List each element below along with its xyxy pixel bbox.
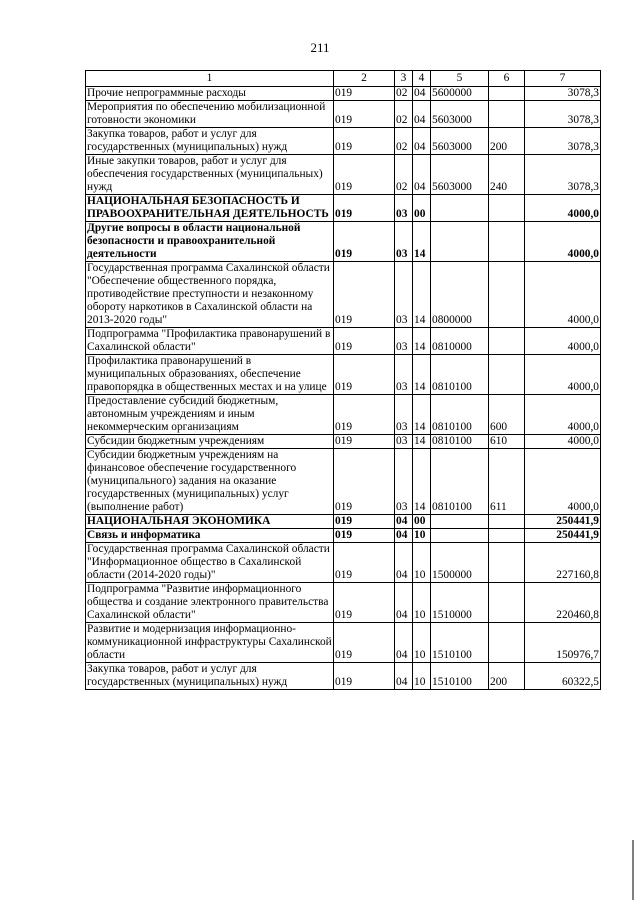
row-target-article-cell: 1500000 (431, 543, 489, 583)
row-section-code-cell: 04 (395, 583, 413, 623)
row-target-article-cell: 5603000 (431, 101, 489, 128)
row-expense-type-cell: 600 (489, 395, 525, 435)
budget-table (85, 70, 601, 690)
table-row (86, 262, 601, 328)
row-name-cell: Связь и информатика (86, 529, 334, 543)
row-amount-cell: 4000,0 (525, 195, 601, 222)
row-subsection-code-cell: 04 (413, 128, 431, 155)
table-row (86, 87, 601, 101)
header-cell: 7 (525, 71, 601, 87)
row-ministry-code-cell: 019 (334, 515, 395, 529)
row-subsection-code-cell: 10 (413, 529, 431, 543)
row-section-code-cell: 02 (395, 155, 413, 195)
row-target-article-cell (431, 529, 489, 543)
row-section-code-cell: 04 (395, 515, 413, 529)
row-section-code-cell: 04 (395, 529, 413, 543)
row-subsection-code-cell: 10 (413, 583, 431, 623)
row-ministry-code-cell: 019 (334, 128, 395, 155)
row-ministry-code-cell: 019 (334, 663, 395, 690)
row-section-code-cell: 03 (395, 195, 413, 222)
row-amount-cell: 4000,0 (525, 262, 601, 328)
row-expense-type-cell: 611 (489, 449, 525, 515)
row-target-article-cell: 0810100 (431, 449, 489, 515)
row-section-code-cell: 02 (395, 101, 413, 128)
row-amount-cell: 4000,0 (525, 449, 601, 515)
row-name-cell: Иные закупки товаров, работ и услуг для обеспечения государственных (муниципальных) нужд (86, 155, 334, 195)
row-amount-cell: 4000,0 (525, 435, 601, 449)
row-name-cell: Предоставление субсидий бюджетным, автономным учреждениям и иным некоммерческим организациям (86, 395, 334, 435)
table-row (86, 395, 601, 435)
row-target-article-cell: 0810100 (431, 355, 489, 395)
row-subsection-code-cell: 10 (413, 663, 431, 690)
row-amount-cell: 4000,0 (525, 222, 601, 262)
row-ministry-code-cell: 019 (334, 101, 395, 128)
row-subsection-code-cell: 10 (413, 543, 431, 583)
row-amount-cell: 250441,9 (525, 515, 601, 529)
row-amount-cell: 250441,9 (525, 529, 601, 543)
table-row (86, 435, 601, 449)
row-expense-type-cell (489, 328, 525, 355)
row-expense-type-cell (489, 623, 525, 663)
header-cell: 3 (395, 71, 413, 87)
row-name-cell: Подпрограмма "Развитие информационного общества и создание электронного правительства Сахалинской области" (86, 583, 334, 623)
row-ministry-code-cell: 019 (334, 87, 395, 101)
row-section-code-cell: 03 (395, 435, 413, 449)
row-target-article-cell: 5603000 (431, 128, 489, 155)
row-target-article-cell: 0810100 (431, 395, 489, 435)
row-name-cell: Закупка товаров, работ и услуг для государственных (муниципальных) нужд (86, 128, 334, 155)
row-subsection-code-cell: 00 (413, 515, 431, 529)
table-row (86, 355, 601, 395)
scan-edge-mark (632, 840, 634, 900)
row-expense-type-cell: 200 (489, 663, 525, 690)
table-row (86, 543, 601, 583)
row-amount-cell: 60322,5 (525, 663, 601, 690)
table-row (86, 328, 601, 355)
row-ministry-code-cell: 019 (334, 529, 395, 543)
row-target-article-cell: 1510100 (431, 623, 489, 663)
table-row (86, 529, 601, 543)
table-row (86, 128, 601, 155)
row-subsection-code-cell: 04 (413, 87, 431, 101)
row-expense-type-cell (489, 515, 525, 529)
row-section-code-cell: 03 (395, 222, 413, 262)
row-subsection-code-cell: 14 (413, 395, 431, 435)
table-row (86, 663, 601, 690)
row-name-cell: Подпрограмма "Профилактика правонарушений в Сахалинской области" (86, 328, 334, 355)
row-ministry-code-cell: 019 (334, 355, 395, 395)
row-section-code-cell: 02 (395, 128, 413, 155)
row-section-code-cell: 03 (395, 395, 413, 435)
row-target-article-cell (431, 515, 489, 529)
row-name-cell: Профилактика правонарушений в муниципальных образованиях, обеспечение правопорядка в общественных местах и на улице (86, 355, 334, 395)
row-subsection-code-cell: 00 (413, 195, 431, 222)
header-cell: 2 (334, 71, 395, 87)
page-number: 211 (310, 40, 330, 55)
header-cell: 1 (86, 71, 334, 87)
row-ministry-code-cell: 019 (334, 262, 395, 328)
row-amount-cell: 4000,0 (525, 355, 601, 395)
row-name-cell: НАЦИОНАЛЬНАЯ БЕЗОПАСНОСТЬ И ПРАВООХРАНИТЕЛЬНАЯ ДЕЯТЕЛЬНОСТЬ (86, 195, 334, 222)
row-expense-type-cell (489, 529, 525, 543)
row-target-article-cell: 5603000 (431, 155, 489, 195)
row-expense-type-cell (489, 262, 525, 328)
table-row (86, 195, 601, 222)
row-name-cell: Государственная программа Сахалинской области "Обеспечение общественного порядка, противодействие преступности и незаконному обороту наркотиков в Сахалинской области на 2013-2020 годы" (86, 262, 334, 328)
row-target-article-cell: 0800000 (431, 262, 489, 328)
row-section-code-cell: 02 (395, 87, 413, 101)
row-ministry-code-cell: 019 (334, 222, 395, 262)
row-expense-type-cell: 200 (489, 128, 525, 155)
table-row (86, 449, 601, 515)
row-ministry-code-cell: 019 (334, 328, 395, 355)
row-amount-cell: 3078,3 (525, 101, 601, 128)
header-cell: 4 (413, 71, 431, 87)
row-expense-type-cell (489, 87, 525, 101)
row-section-code-cell: 03 (395, 328, 413, 355)
row-amount-cell: 220460,8 (525, 583, 601, 623)
row-subsection-code-cell: 14 (413, 262, 431, 328)
table-row (86, 222, 601, 262)
row-ministry-code-cell: 019 (334, 155, 395, 195)
row-target-article-cell: 5600000 (431, 87, 489, 101)
row-name-cell: Субсидии бюджетным учреждениям (86, 435, 334, 449)
row-expense-type-cell: 610 (489, 435, 525, 449)
row-target-article-cell (431, 222, 489, 262)
row-section-code-cell: 04 (395, 543, 413, 583)
row-section-code-cell: 03 (395, 355, 413, 395)
row-section-code-cell: 04 (395, 663, 413, 690)
row-subsection-code-cell: 14 (413, 222, 431, 262)
row-section-code-cell: 04 (395, 623, 413, 663)
row-amount-cell: 150976,7 (525, 623, 601, 663)
row-subsection-code-cell: 10 (413, 623, 431, 663)
table-row (86, 155, 601, 195)
row-expense-type-cell (489, 195, 525, 222)
row-amount-cell: 3078,3 (525, 128, 601, 155)
row-name-cell: Мероприятия по обеспечению мобилизационной готовности экономики (86, 101, 334, 128)
row-target-article-cell: 1510100 (431, 663, 489, 690)
row-subsection-code-cell: 14 (413, 355, 431, 395)
row-subsection-code-cell: 14 (413, 328, 431, 355)
row-ministry-code-cell: 019 (334, 543, 395, 583)
row-section-code-cell: 03 (395, 262, 413, 328)
table-row (86, 583, 601, 623)
row-name-cell: НАЦИОНАЛЬНАЯ ЭКОНОМИКА (86, 515, 334, 529)
row-target-article-cell: 0810000 (431, 328, 489, 355)
row-amount-cell: 3078,3 (525, 155, 601, 195)
row-name-cell: Закупка товаров, работ и услуг для государственных (муниципальных) нужд (86, 663, 334, 690)
row-subsection-code-cell: 04 (413, 155, 431, 195)
row-amount-cell: 227160,8 (525, 543, 601, 583)
row-amount-cell: 4000,0 (525, 395, 601, 435)
row-ministry-code-cell: 019 (334, 395, 395, 435)
row-section-code-cell: 03 (395, 449, 413, 515)
row-target-article-cell: 1510000 (431, 583, 489, 623)
table-row (86, 101, 601, 128)
row-expense-type-cell (489, 101, 525, 128)
header-cell: 5 (431, 71, 489, 87)
row-expense-type-cell (489, 222, 525, 262)
row-ministry-code-cell: 019 (334, 583, 395, 623)
table-row (86, 515, 601, 529)
row-name-cell: Субсидии бюджетным учреждениям на финансовое обеспечение государственного (муниципального) задания на оказание государственных (муниципальных) услуг (выполнение работ) (86, 449, 334, 515)
row-ministry-code-cell: 019 (334, 449, 395, 515)
row-subsection-code-cell: 14 (413, 435, 431, 449)
row-target-article-cell: 0810100 (431, 435, 489, 449)
row-target-article-cell (431, 195, 489, 222)
row-ministry-code-cell: 019 (334, 195, 395, 222)
row-name-cell: Государственная программа Сахалинской области "Информационное общество в Сахалинской области (2014-2020 годы)" (86, 543, 334, 583)
row-name-cell: Другие вопросы в области национальной безопасности и правоохранительной деятельности (86, 222, 334, 262)
row-expense-type-cell (489, 355, 525, 395)
header-row (86, 71, 601, 87)
table-row (86, 623, 601, 663)
row-subsection-code-cell: 04 (413, 101, 431, 128)
row-ministry-code-cell: 019 (334, 435, 395, 449)
row-expense-type-cell (489, 583, 525, 623)
row-expense-type-cell: 240 (489, 155, 525, 195)
row-name-cell: Развитие и модернизация информационно-коммуникационной инфраструктуры Сахалинской области (87, 623, 332, 661)
row-name-cell: Прочие непрограммные расходы (86, 87, 334, 101)
row-amount-cell: 4000,0 (525, 328, 601, 355)
row-ministry-code-cell: 019 (334, 623, 395, 663)
row-expense-type-cell (489, 543, 525, 583)
header-cell: 6 (489, 71, 525, 87)
row-amount-cell: 3078,3 (525, 87, 601, 101)
row-subsection-code-cell: 14 (413, 449, 431, 515)
